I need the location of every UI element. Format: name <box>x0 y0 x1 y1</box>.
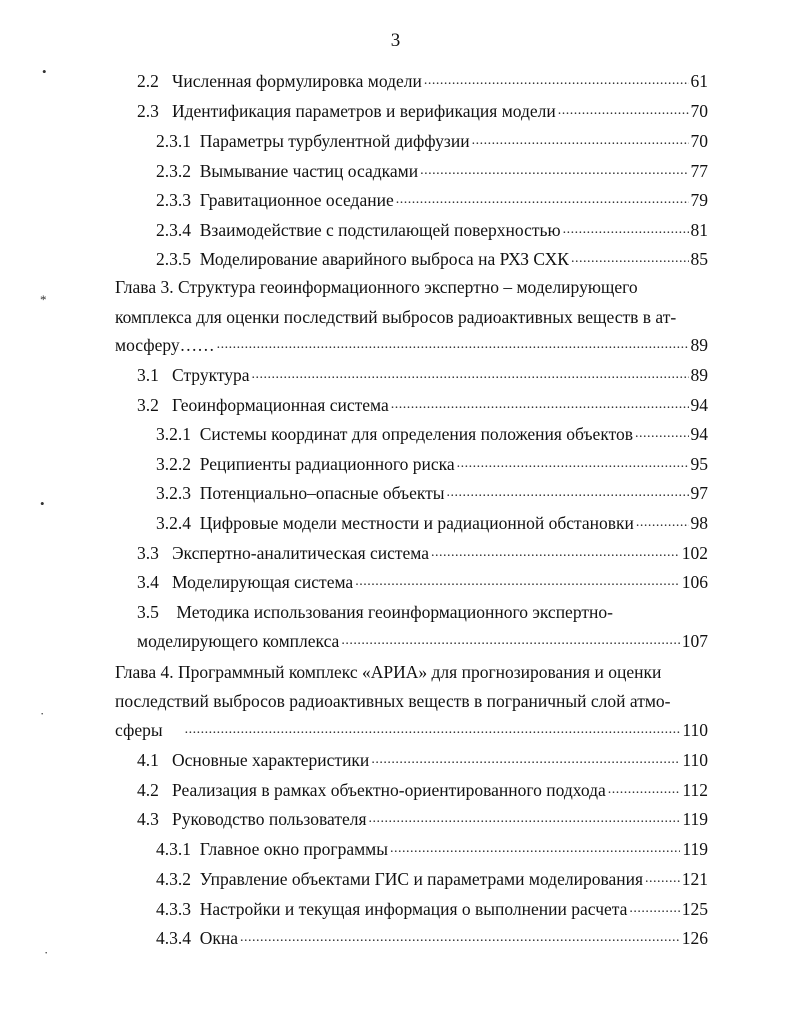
toc-entry <box>137 62 708 92</box>
entry-title: Моделирование аварийного выброса на РХЗ СХК <box>199 249 569 269</box>
entry-page: 61 <box>690 71 708 91</box>
entry-title: Параметры турбулентной диффузии <box>199 131 470 151</box>
toc-entry <box>137 356 708 386</box>
leader-dots <box>457 453 689 475</box>
margin-mark: · <box>40 706 45 721</box>
leader-dots <box>431 542 680 564</box>
entry-title: Вымывание частиц осадками <box>199 161 419 181</box>
page-number: 3 <box>390 30 401 51</box>
entry-number: 2.3.1 <box>156 131 191 151</box>
leader-dots <box>185 719 681 741</box>
entry-title: Окна <box>199 928 239 948</box>
entry-number: 2.3 <box>137 101 159 121</box>
leader-dots <box>645 868 680 890</box>
leader-dots <box>608 779 681 801</box>
entry-page: 119 <box>682 839 708 859</box>
leader-dots <box>472 130 689 152</box>
entry-page: 97 <box>690 483 708 503</box>
leader-dots <box>635 423 688 445</box>
entry-title: мосферу…… <box>115 335 215 355</box>
entry-number: 3.2 <box>137 395 159 415</box>
entry-title: Геоинформационная система <box>172 395 389 415</box>
toc-entry <box>156 122 708 152</box>
leader-dots <box>391 394 689 416</box>
entry-page: 107 <box>681 631 708 651</box>
toc-entry <box>156 152 708 182</box>
leader-dots <box>240 927 680 949</box>
entry-number: 4.3.3 <box>156 899 191 919</box>
entry-page: 121 <box>681 869 708 889</box>
entry-title: Взаимодействие с подстилающей поверхностью <box>199 220 561 240</box>
entry-title: Главное окно программы <box>199 839 388 859</box>
toc-entry <box>156 860 708 890</box>
toc-entry <box>137 741 708 771</box>
leader-dots <box>355 571 680 593</box>
entry-number: 4.3.4 <box>156 928 191 948</box>
leader-dots <box>252 364 689 386</box>
toc-entry <box>156 211 708 241</box>
entry-page: 79 <box>690 190 708 210</box>
leader-dots <box>629 898 679 920</box>
leader-dots <box>371 749 680 771</box>
toc-entry <box>137 800 708 830</box>
toc-entry <box>156 830 708 860</box>
toc-entry <box>156 919 708 949</box>
leader-dots <box>390 838 680 860</box>
entry-page: 110 <box>682 720 708 740</box>
entry-title: Идентификация параметров и верификация модели <box>172 101 556 121</box>
entry-page: 70 <box>690 131 708 151</box>
toc-entry <box>137 92 708 122</box>
entry-page: 70 <box>690 101 708 121</box>
entry-page: 81 <box>690 220 708 240</box>
leader-dots <box>396 189 689 211</box>
toc-entry <box>156 445 708 475</box>
entry-title: Методика использования геоинформационного экспертно- <box>176 602 613 622</box>
entry-number: 3.5 <box>137 602 159 622</box>
leader-dots <box>563 219 689 241</box>
toc-entry <box>137 622 708 652</box>
toc-entry <box>156 240 708 270</box>
entry-number: 3.2.2 <box>156 454 191 474</box>
entry-title: Руководство пользователя <box>172 809 367 829</box>
chapter-heading-line: Глава 4. Программный комплекс «АРИА» для прогнозирования и оценки <box>115 662 662 682</box>
toc-entry-line <box>137 601 613 623</box>
chapter-heading-line: комплекса для оценки последствий выбросов радиоактивных веществ в ат- <box>115 307 677 327</box>
entry-page: 94 <box>690 424 708 444</box>
entry-title: Основные характеристики <box>172 750 370 770</box>
entry-title: Структура <box>172 365 250 385</box>
toc-entry <box>156 890 708 920</box>
entry-page: 77 <box>690 161 708 181</box>
chapter-heading-line: Глава 3. Структура геоинформационного экспертно – моделирующего <box>115 277 638 297</box>
entry-number: 4.3 <box>137 809 159 829</box>
entry-title: Реализация в рамках объектно-ориентированного подхода <box>172 780 606 800</box>
entry-number: 3.2.4 <box>156 513 191 533</box>
toc-entry <box>115 711 708 741</box>
toc-entry <box>156 504 708 534</box>
toc-entry <box>156 181 708 211</box>
entry-number: 3.2.1 <box>156 424 191 444</box>
entry-page: 125 <box>681 899 708 919</box>
entry-number: 2.3.5 <box>156 249 191 269</box>
entry-page: 110 <box>682 750 708 770</box>
toc-entry <box>115 326 708 356</box>
leader-dots <box>636 512 689 534</box>
entry-title: Системы координат для определения положения объектов <box>199 424 634 444</box>
entry-page: 89 <box>690 335 708 355</box>
chapter-heading-line: последствий выбросов радиоактивных веществ в пограничный слой атмо- <box>115 691 671 711</box>
leader-dots <box>424 70 689 92</box>
entry-number: 2.3.3 <box>156 190 191 210</box>
toc-entry <box>137 563 708 593</box>
entry-page: 112 <box>682 780 708 800</box>
margin-mark: * <box>40 292 47 307</box>
leader-dots <box>217 334 689 356</box>
leader-dots <box>558 100 689 122</box>
entry-page: 89 <box>690 365 708 385</box>
entry-number: 2.2 <box>137 71 159 91</box>
leader-dots <box>447 482 689 504</box>
leader-dots <box>571 248 689 270</box>
entry-title: Экспертно-аналитическая система <box>172 543 430 563</box>
margin-mark: • <box>40 496 45 511</box>
entry-page: 126 <box>681 928 708 948</box>
entry-page: 85 <box>690 249 708 269</box>
entry-page: 98 <box>690 513 708 533</box>
entry-number: 3.1 <box>137 365 159 385</box>
entry-title: сферы <box>115 720 163 740</box>
entry-title: Настройки и текущая информация о выполнении расчета <box>199 899 628 919</box>
entry-page: 106 <box>681 572 708 592</box>
entry-page: 102 <box>681 543 708 563</box>
entry-title: Реципиенты радиационного риска <box>199 454 455 474</box>
leader-dots <box>420 160 688 182</box>
entry-number: 3.2.3 <box>156 483 191 503</box>
entry-page: 119 <box>682 809 708 829</box>
toc-entry <box>156 474 708 504</box>
entry-number: 3.4 <box>137 572 159 592</box>
leader-dots <box>341 630 679 652</box>
margin-mark: · <box>44 945 49 960</box>
entry-number: 2.3.2 <box>156 161 191 181</box>
toc-entry <box>137 771 708 801</box>
entry-page: 95 <box>690 454 708 474</box>
entry-number: 4.3.1 <box>156 839 191 859</box>
entry-number: 3.3 <box>137 543 159 563</box>
entry-title: Моделирующая система <box>172 572 354 592</box>
leader-dots <box>369 808 681 830</box>
entry-number: 2.3.4 <box>156 220 191 240</box>
entry-title: Потенциально–опасные объекты <box>199 483 445 503</box>
entry-title: моделирующего комплекса <box>137 631 340 651</box>
entry-title: Цифровые модели местности и радиационной обстановки <box>199 513 634 533</box>
entry-number: 4.2 <box>137 780 159 800</box>
entry-page: 94 <box>690 395 708 415</box>
toc-entry <box>137 534 708 564</box>
entry-number: 4.3.2 <box>156 869 191 889</box>
toc-entry <box>156 415 708 445</box>
margin-mark: • <box>42 64 47 79</box>
entry-number: 4.1 <box>137 750 159 770</box>
entry-title: Гравитационное оседание <box>199 190 394 210</box>
entry-title: Управление объектами ГИС и параметрами моделирования <box>199 869 644 889</box>
toc-entry <box>137 386 708 416</box>
entry-title: Численная формулировка модели <box>172 71 422 91</box>
